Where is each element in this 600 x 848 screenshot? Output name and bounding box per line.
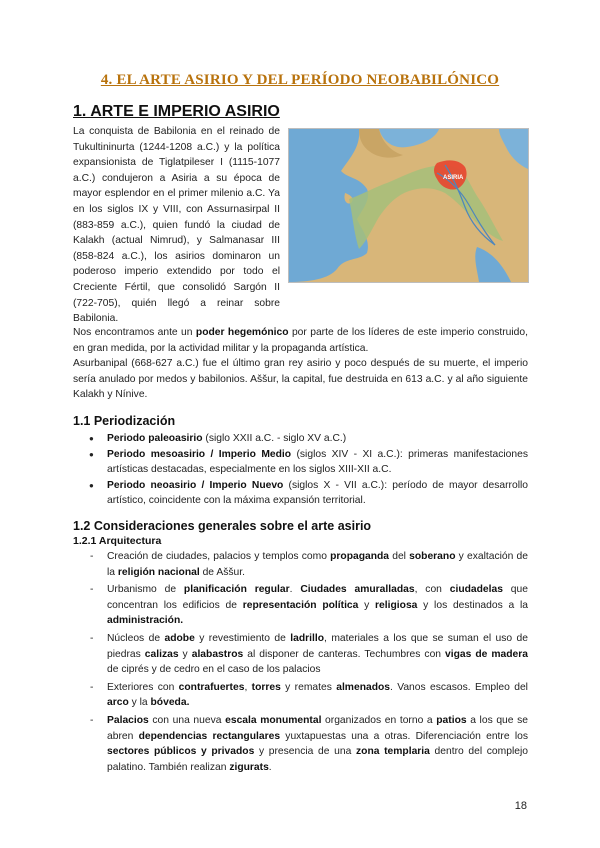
architecture-item (73, 713, 528, 775)
text-run: Núcleos de (107, 632, 165, 644)
architecture-item (73, 582, 528, 629)
text-run: yuxtapuestas una a otras. Diferenciación entre los (280, 730, 528, 742)
text-run: Creación de ciudades, palacios y templos como (107, 551, 331, 562)
bold-text: Palacios (107, 714, 149, 726)
bold-text: soberano (409, 551, 456, 562)
text-run: y los destinados a la (417, 599, 529, 611)
text-run: al disponer de canteras. Techumbres con (243, 648, 446, 660)
text-run: Nos encontramos ante un (73, 327, 196, 338)
bold-text: administración. (107, 615, 184, 627)
periodization-list (73, 431, 528, 509)
bold-text: poder hegemónico (195, 327, 289, 338)
assyria-map-image (288, 128, 529, 283)
text-run: dentro del complejo palatino. También realizan (107, 746, 528, 773)
bold-text: arco (107, 697, 129, 709)
text-run: y la (128, 697, 151, 709)
bold-text: propaganda (330, 551, 390, 562)
period-description: (siglos XIV - XI a.C.): primeras manifestaciones artísticas destacadas, especialmente en los siglos XIII-XII a.C. (107, 448, 528, 476)
period-item (73, 447, 528, 478)
bold-text: zona templaria (356, 746, 430, 758)
text-run: , materiales a los que se suman el uso de piedras (107, 632, 528, 660)
document-title: 4. EL ARTE ASIRIO Y DEL PERÍODO NEOBABILÓNICO (100, 72, 500, 88)
asurbanipal-paragraph: Asurbanipal (668-627 a.C.) fue el último gran rey asirio y poco después de su muerte, el imperio sería anulado por medos y babilonios. Aššur, la capital, fue destruida en 613 a.C. y al año siguiente Kalakh y Nínive. (73, 358, 528, 401)
section-heading: 1. ARTE E IMPERIO ASIRIO (73, 103, 280, 120)
bold-text: contrafuertes (178, 681, 245, 693)
text-run: con una nueva (148, 714, 226, 726)
bold-text: bóveda. (150, 697, 190, 709)
architecture-item (73, 549, 528, 580)
text-run: de ciprés y de cedro en el caso de los palacios (107, 664, 321, 676)
period-name: Periodo neoasirio / Imperio Nuevo (107, 479, 284, 491)
bold-text: sectores públicos y privados (107, 746, 255, 758)
bold-text: torres (251, 681, 281, 693)
text-run: por parte de los líderes de este imperio construido, en gran medida, por la actividad militar y la propaganda artística. (73, 327, 528, 354)
bold-text: alabastros (191, 648, 244, 660)
architecture-subheading: 1.2.1 Arquitectura (73, 535, 162, 547)
text-run: . (289, 584, 301, 596)
text-run: y presencia de una (254, 746, 356, 758)
text-run: , (244, 681, 252, 693)
bold-text: adobe (164, 632, 195, 644)
text-run: . (268, 761, 272, 773)
bold-text: religión nacional (117, 566, 200, 578)
bold-text: ladrillo (290, 632, 325, 644)
text-run: organizados en torno a (321, 714, 437, 726)
text-run: y exaltación de la (107, 551, 528, 578)
text-run: que concentran los edificios de (107, 584, 528, 611)
period-name: Periodo mesoasirio / Imperio Medio (107, 448, 292, 460)
period-item (73, 478, 528, 509)
text-run: y revestimiento de (194, 632, 291, 644)
period-item (73, 431, 528, 447)
architecture-item (73, 631, 528, 678)
considerations-heading: 1.2 Consideraciones generales sobre el arte asirio (73, 519, 372, 533)
bold-text: almenados (336, 681, 391, 693)
text-run: Exteriores con (107, 681, 179, 693)
map-graphic (289, 129, 528, 282)
bold-text: religiosa (375, 599, 418, 611)
bold-text: planificación regular (183, 584, 290, 596)
intro-paragraph: La conquista de Babilonia en el reinado de Tukultininurta (1244-1208 a.C.) y la política expansionista de Tiglatpileser I (1115-1077 a.C.) condujeron a Asiria a su época de mayor esplendor en el primer milenio a.C. Ya en los siglos IX y VIII, con Assurnasirpal II (883-859 a.C.), quien fundó la ciudad de Kalakh (actual Nimrud), y Salmanasar III (858-824 a.C.), los asirios dominaron un poderoso imperio extendido por todo el Creciente Fértil, que consolidó Sargón II (722-705), quién llegó a reinar sobre Babilonia. (73, 126, 280, 325)
page-number: 18 (514, 800, 527, 812)
text-run: . Vanos escasos. Empleo del (390, 681, 528, 693)
text-run: y (178, 648, 192, 660)
text-run: y (358, 599, 376, 611)
map-label: ASIRIA (443, 175, 464, 181)
bold-text: zigurats (229, 761, 269, 773)
text-run: de Aššur. (199, 566, 245, 578)
text-run: del (389, 551, 410, 562)
bold-text: escala monumental (225, 714, 322, 726)
bold-text: vigas de madera (445, 648, 529, 660)
bold-text: Ciudades amuralladas (300, 584, 415, 596)
bold-text: dependencias rectangulares (138, 730, 281, 742)
bold-text: representación política (242, 599, 359, 611)
bold-text: ciudadelas (449, 584, 503, 596)
periodization-heading: 1.1 Periodización (73, 414, 176, 428)
text-run: , con (414, 584, 450, 596)
text-run: y remates (280, 681, 337, 693)
period-name: Periodo paleoasirio (107, 433, 203, 444)
text-run: Urbanismo de (107, 584, 184, 596)
period-description: (siglo XXII a.C. - siglo XV a.C.) (202, 433, 347, 444)
period-description: (siglos X - VII a.C.): período de mayor desarrollo artístico, coincidente con la máxima expansión territorial. (107, 479, 528, 507)
text-run: a los que se abren (107, 714, 528, 742)
bold-text: patios (436, 714, 467, 726)
hegemony-paragraph (73, 325, 528, 356)
architecture-item (73, 680, 528, 711)
architecture-list (73, 549, 528, 777)
bold-text: calizas (144, 648, 179, 660)
